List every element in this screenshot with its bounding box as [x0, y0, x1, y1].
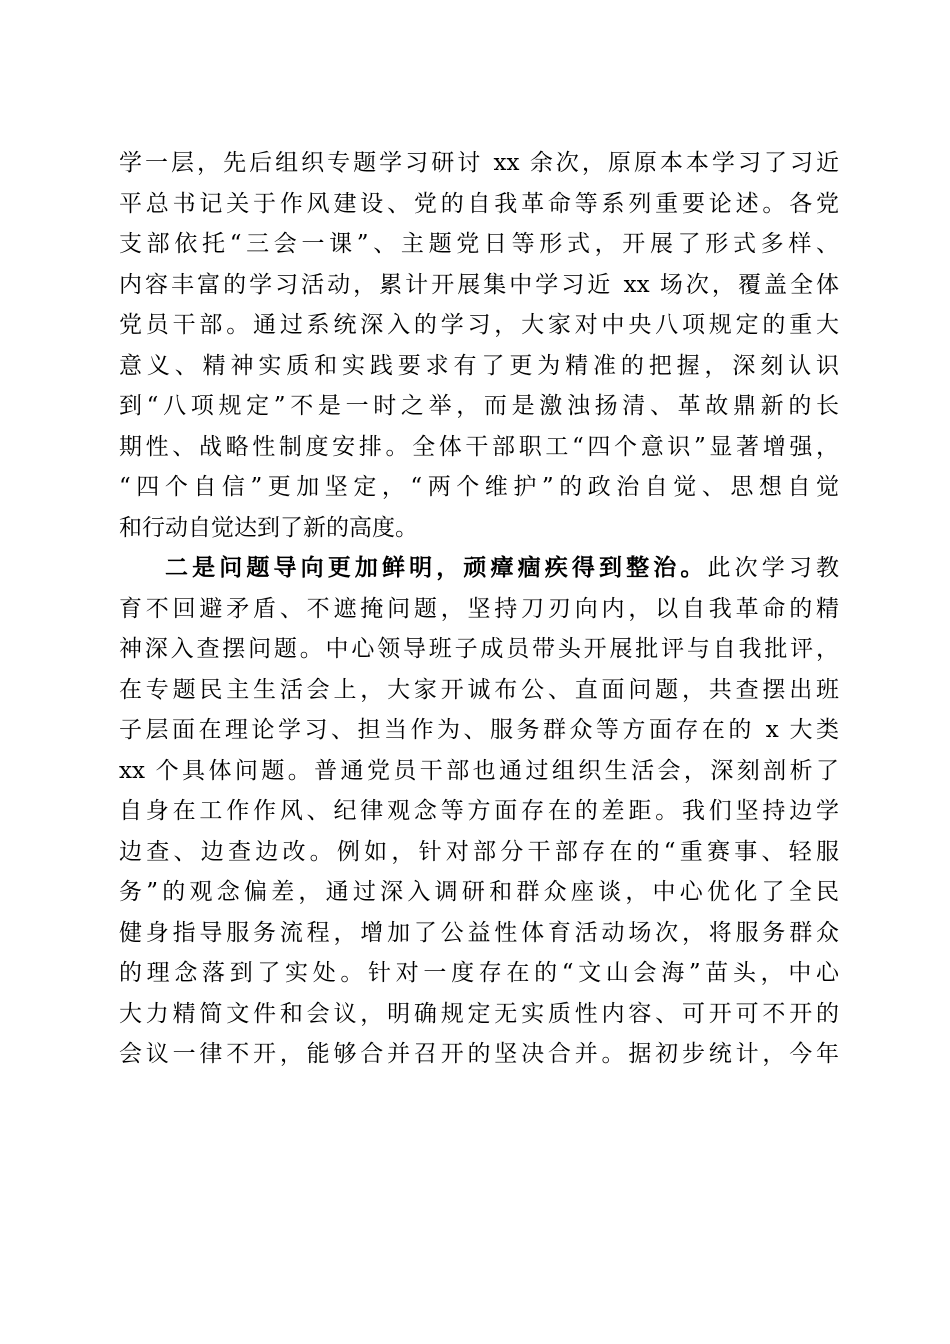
text-line: 育不回避矛盾、不遮掩问题，坚持刀刃向内，以自我革命的精	[119, 595, 839, 622]
text-run: 此次学习教	[707, 555, 839, 581]
text-line: 的理念落到了实处。针对一度存在的“文山会海”苗头，中心	[119, 960, 839, 986]
text-line: 大力精简文件和会议，明确规定无实质性内容、可开可不开的	[119, 1000, 839, 1027]
text-line: 期性、战略性制度安排。全体干部职工“四个意识”显著增强，	[119, 433, 839, 460]
text-line: 子层面在理论学习、担当作为、服务群众等方面存在的 x 大类	[119, 717, 839, 743]
text-line: 会议一律不开，能够合并召开的坚决合并。据初步统计，今年	[119, 1041, 839, 1067]
text-line: 意义、精神实质和实践要求有了更为精准的把握，深刻认识	[119, 352, 839, 379]
text-line: 平总书记关于作风建设、党的自我革命等系列重要论述。各党	[119, 190, 839, 217]
paragraph-problem-orientation	[119, 548, 839, 1075]
text-line: 支部依托“三会一课”、主题党日等形式，开展了形式多样、	[119, 231, 839, 257]
text-line: 内容丰富的学习活动，累计开展集中学习近 xx 场次，覆盖全体	[119, 271, 839, 298]
text-line: 和行动自觉达到了新的高度。	[119, 514, 418, 541]
text-line: 党员干部。通过系统深入的学习，大家对中央八项规定的重大	[119, 312, 839, 338]
text-line: 到“八项规定”不是一时之举，而是激浊扬清、革故鼎新的长	[119, 393, 839, 419]
text-line: 自身在工作作风、纪律观念等方面存在的差距。我们坚持边学	[119, 798, 839, 824]
text-line: 学一层，先后组织专题学习研讨 xx 余次，原原本本学习了习近	[119, 150, 839, 176]
text-line: 在专题民主生活会上，大家开诚布公、直面问题，共查摆出班	[119, 676, 839, 703]
body-text	[119, 143, 839, 1075]
paragraph-learning-results	[119, 143, 839, 548]
text-line: xx 个具体问题。普通党员干部也通过组织生活会，深刻剖析了	[119, 757, 839, 784]
text-line: 健身指导服务流程，增加了公益性体育活动场次，将服务群众	[119, 919, 839, 946]
section-heading: 二是问题导向更加鲜明，顽瘴痼疾得到整治。	[165, 554, 708, 581]
text-line: 神深入查摆问题。中心领导班子成员带头开展批评与自我批评，	[119, 636, 839, 662]
text-line: “四个自信”更加坚定，“两个维护”的政治自觉、思想自觉	[119, 474, 839, 500]
text-line: 边查、边查边改。例如，针对部分干部存在的“重赛事、轻服	[119, 838, 839, 865]
paragraph-first-line	[119, 548, 839, 589]
text-line: 务”的观念偏差，通过深入调研和群众座谈，中心优化了全民	[119, 879, 839, 905]
